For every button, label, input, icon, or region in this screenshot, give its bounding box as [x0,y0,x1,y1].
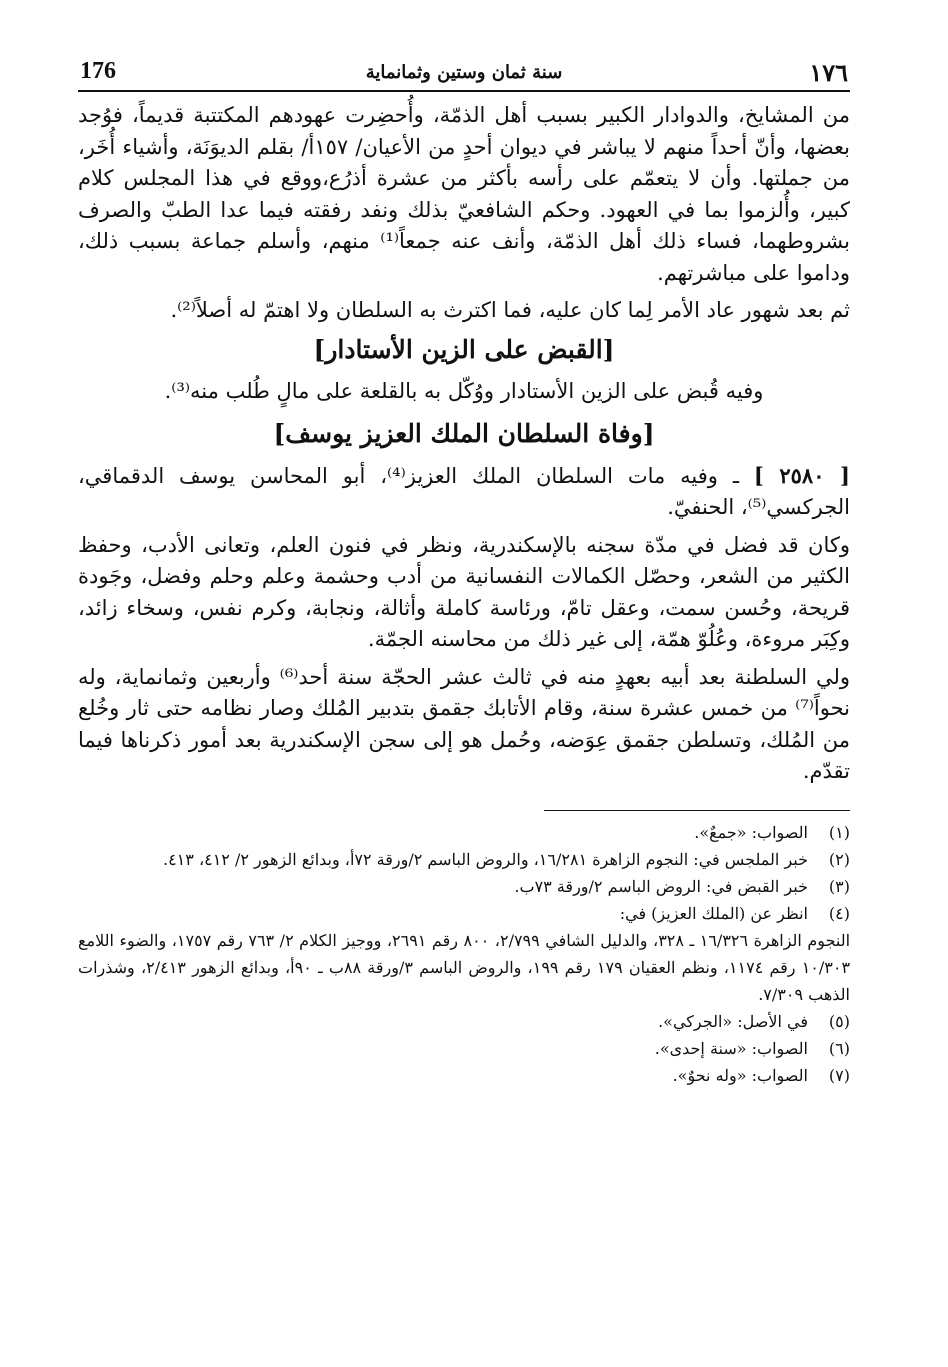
biography-text [78,460,850,788]
footnote-text: في الأصل: «الجركي». [658,1011,808,1031]
page-header [78,56,850,92]
footnote-text: انظر عن (الملك العزيز) في: [619,903,808,923]
footnote-4 [78,900,850,927]
page-number-latin: 176 [80,58,116,84]
footnote-4-sources: النجوم الزاهرة ١٦/٣٢٦ ـ ٣٢٨، والدليل الشافي ٢/٧٩٩، ٨٠٠ رقم ٢٦٩١، ووجيز الكلام ٢/ ٧٦٣ رقم ١٧٥٧، والضوء اللامع ١٠/٣٠٣ رقم ١١٧٤، ونظم العقيان ١٧٩ رقم ١٩٩، والروض الباسم ٣/ورقة ٨٨ب ـ ٩٠أ، وبدائع الزهور ٢/٤١٣، وشذرات الذهب ٧/٣٠٩. [78,930,851,1004]
paragraph-2: ثم بعد شهور عاد الأمر لِما كان عليه، فما اكترث به السلطان ولا اهتمّ له أصلاً⁽²⁾. [170,298,850,322]
footnote-text: الصواب: «وله نحوٌ». [672,1065,808,1085]
footnote-text: خبر الملجس في: النجوم الزاهرة ١٦/٢٨١، والروض الباسم ٢/ورقة ٧٢أ، وبدائع الزهور ٢/ ٤١٢، ٤١٣. [162,849,808,869]
footnote-number: (٢) [828,849,850,869]
running-title: سنة ثمان وستين وثمانماية [365,62,563,83]
paragraph-1: من المشايخ، والدوادار الكبير بسبب أهل الذمّة، وأُحضِرت عهودهم المكتتبة قديماً، فوُجد بعضها، وأنّ أحداً منهم لا يباشر في ديوان أحدٍ من الأعيان/ ١٥٧أ/ بقلم الديوَنَة، وأشياء أُخَر، من جملتها. وأن لا يتعمّم على رأسه بأكثر من عشرة أذرُع،ووقع في هذا المجلس كلام كبير، وأُلزموا بما في العهود. وحكم الشافعيّ بذلك ونفد رفقته فيما عدا الطبّ والصرف بشروطهما، فساء ذلك أهل الذمّة، وأنف عنه جمعاً⁽¹⁾ منهم، وأسلم جماعة بسبب ذلك، وداموا على مباشرتهم. [78,103,851,285]
footnote-number: (١) [828,822,850,842]
footnote-text: الصواب: «سنة إحدى». [654,1038,808,1058]
footnotes [78,819,850,1089]
footnote-number: (٥) [828,1011,850,1031]
footnote-divider [544,810,850,811]
footnote-number: (٧) [828,1065,850,1085]
footnote-6 [78,1035,850,1062]
footnote-5 [78,1008,850,1035]
footnote-2 [78,846,850,873]
paragraph-6: ولي السلطنة بعد أبيه بعهدٍ منه في ثالث عشر الحجّة سنة أحد⁽⁶⁾ وأربعين وثمانماية، وله نحواً⁽⁷⁾ من خمس عشرة سنة، وقام الأتابك جقمق بتدبير المُلك وصار نظامه حتى ثار وخُلع من المُلك، وتسلطن جقمق عِوَضه، وحُمل هو إلى سجن الإسكندرية بعد أمور ذكرناها فيما تقدّم. [78,664,851,783]
footnote-7 [78,1062,850,1089]
footnote-text: خبر القبض في: الروض الباسم ٢/ورقة ٧٣ب. [514,876,808,896]
entry-paragraph [78,460,850,524]
arrest-line: وفيه قُبض على الزين الأستادار ووُكّل به بالقلعة على مالٍ طُلب منه⁽³⁾. [164,378,764,403]
section-heading-death: [وفاة السلطان الملك العزيز يوسف] [273,418,655,448]
entry-text: ـ وفيه مات السلطان الملك العزيز⁽⁴⁾، أبو المحاسن يوسف الدقماقي، الجركسي⁽⁵⁾، الحنفيّ. [78,463,850,519]
footnote-text: الصواب: «جمعٌ». [694,822,808,842]
section-heading-arrest: [القبض على الزين الأستادار] [313,334,615,364]
footnote-number: (٦) [828,1038,850,1058]
paragraph-5: وكان قد فضل في مدّة سجنه بالإسكندرية، ونظر في فنون العلم، وتعانى الأدب، وحفظ الكثير من الشعر، وحصّل الكمالات النفسانية من أدب وحشمة وعلم وحلم وفضل، وجَودة قريحة، وحُسن سمت، وعقل تامّ، ورئاسة كاملة وأثالة، ونجابة، وكرم نفس، وسخاء زائد، وكِبَر مروءة، وعُلُوّ همّة، إلى غير ذلك من محاسنه الجمّة. [78,532,850,651]
footnote-number: (٤) [828,903,850,923]
footnote-3 [78,873,850,900]
book-page [78,56,850,1089]
entry-number: [ ٢٥٨٠ ] [753,462,850,488]
footnote-number: (٣) [828,876,850,896]
footnote-1 [78,819,850,846]
page-number-arabic: ١٧٦ [809,58,848,87]
main-text [78,100,850,327]
